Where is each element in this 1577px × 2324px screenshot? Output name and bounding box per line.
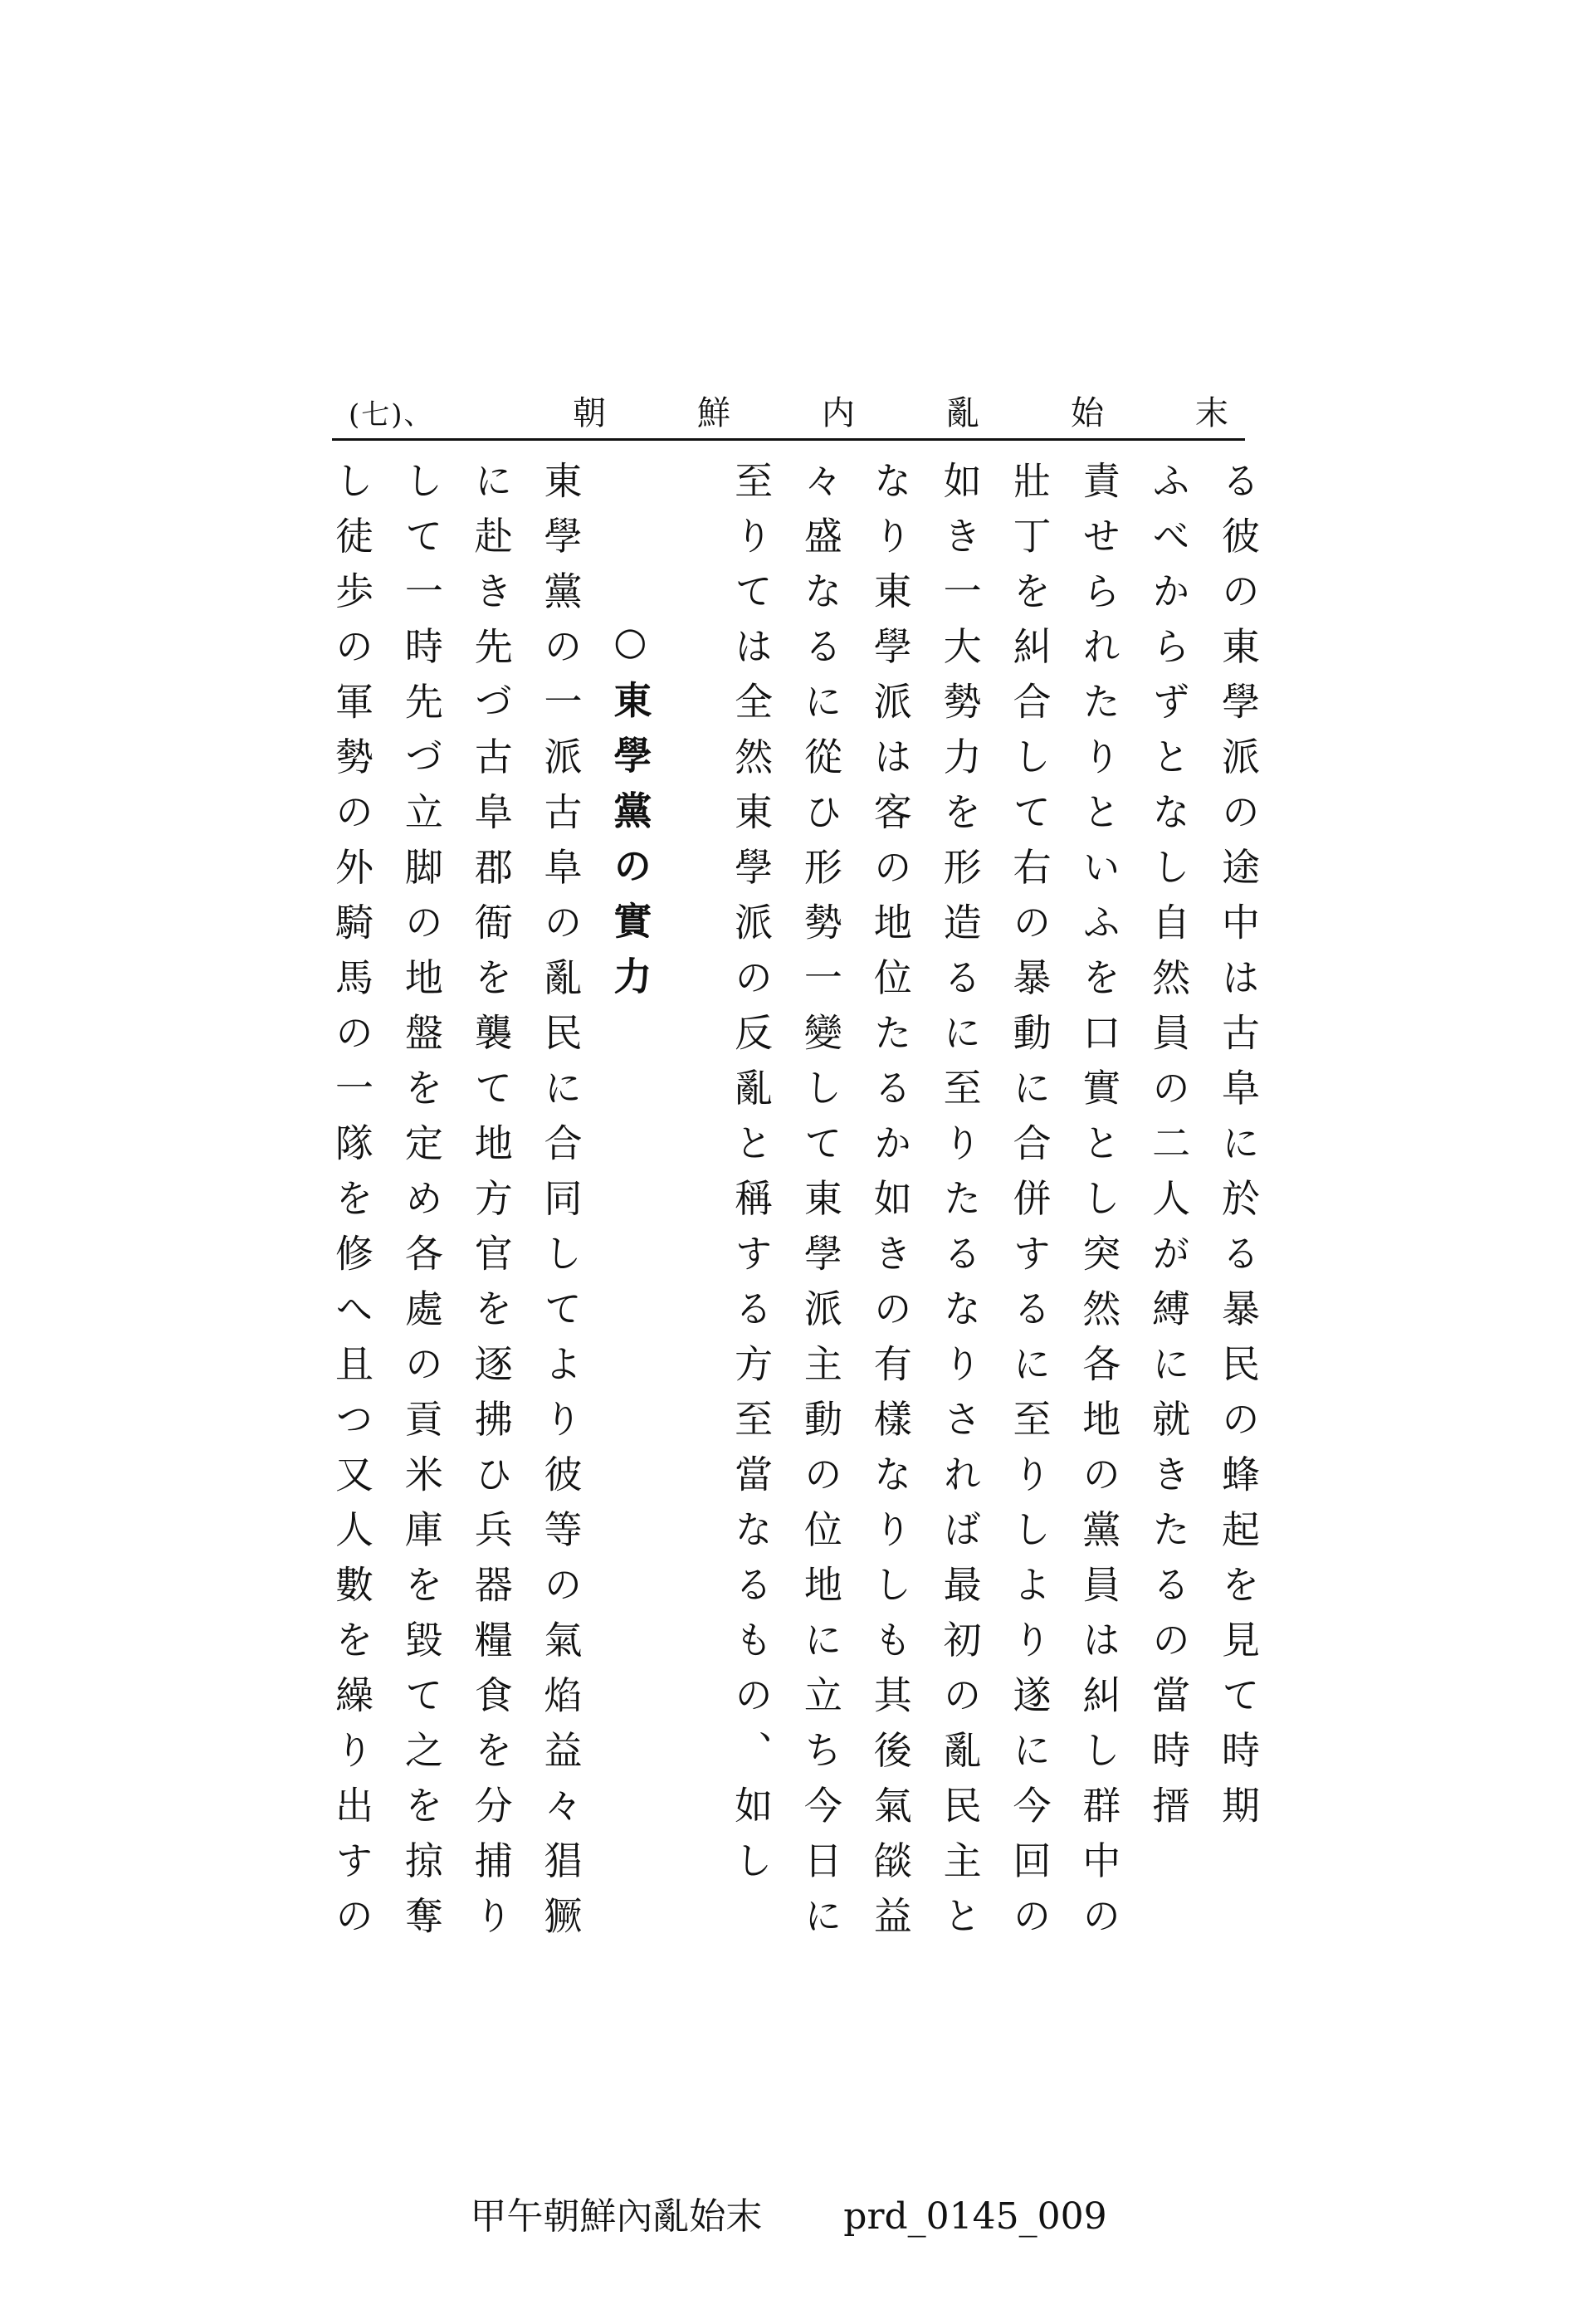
text-column-1: る彼の東學派の途中は古阜に於る暴民の蜂起を見て時期	[1215, 461, 1261, 1841]
text-column-7: 々盛なるに從ひ形勢一變して東學派主動の位地に立ち今日に	[798, 461, 843, 1951]
section-heading: ○東學黨の實力	[608, 618, 653, 1012]
body-text	[325, 461, 1263, 1955]
text-column-2: ふべからずとなし自然員の二人が縛に就きたるの當時搢	[1146, 461, 1192, 1841]
text-column-4: 壯丁を糾合して右の暴動に合併するに至りしより遂に今回の	[1007, 461, 1052, 1951]
text-column-8: 至りては全然東學派の反亂と稱する方至當なるもの、如し	[729, 461, 774, 1896]
footer-collection: 甲午朝鮮內亂始末	[470, 2195, 763, 2238]
running-header	[332, 383, 1320, 433]
text-column-3: 責せられたりといふを口實とし突然各地の黨員は糾し群中の	[1077, 461, 1122, 1951]
footer-page-id: prd_0145_009	[843, 2195, 1107, 2238]
page-number: (七)、	[349, 398, 434, 432]
text-column-5: 如き一大勢力を形造るに至りたるなりされば最初の亂民主と	[937, 461, 983, 1951]
text-column-blank	[673, 461, 706, 1955]
text-column-14: し徒歩の軍勢の外騎馬の一隊を修へ且つ又人數を繰り出すの	[330, 461, 374, 1951]
footer-caption	[0, 2186, 1577, 2239]
text-column-12: に赴き先づ古阜郡衙を襲て地方官を逐拂ひ兵器糧食を分捕り	[468, 461, 514, 1951]
text-column-13: して一時先づ立脚の地盤を定め各處の貢米庫を毀て之を掠奪	[398, 461, 444, 1951]
text-column-6: なり東學派は客の地位たるか如きの有樣なりしも其後氣燄益	[867, 461, 913, 1951]
header-rule	[332, 438, 1245, 441]
header-title: 朝鮮内亂始末	[573, 394, 1320, 432]
text-column-11: 東學黨の一派古阜の亂民に合同してより彼等の氣焰益々猖獗	[538, 461, 583, 1951]
